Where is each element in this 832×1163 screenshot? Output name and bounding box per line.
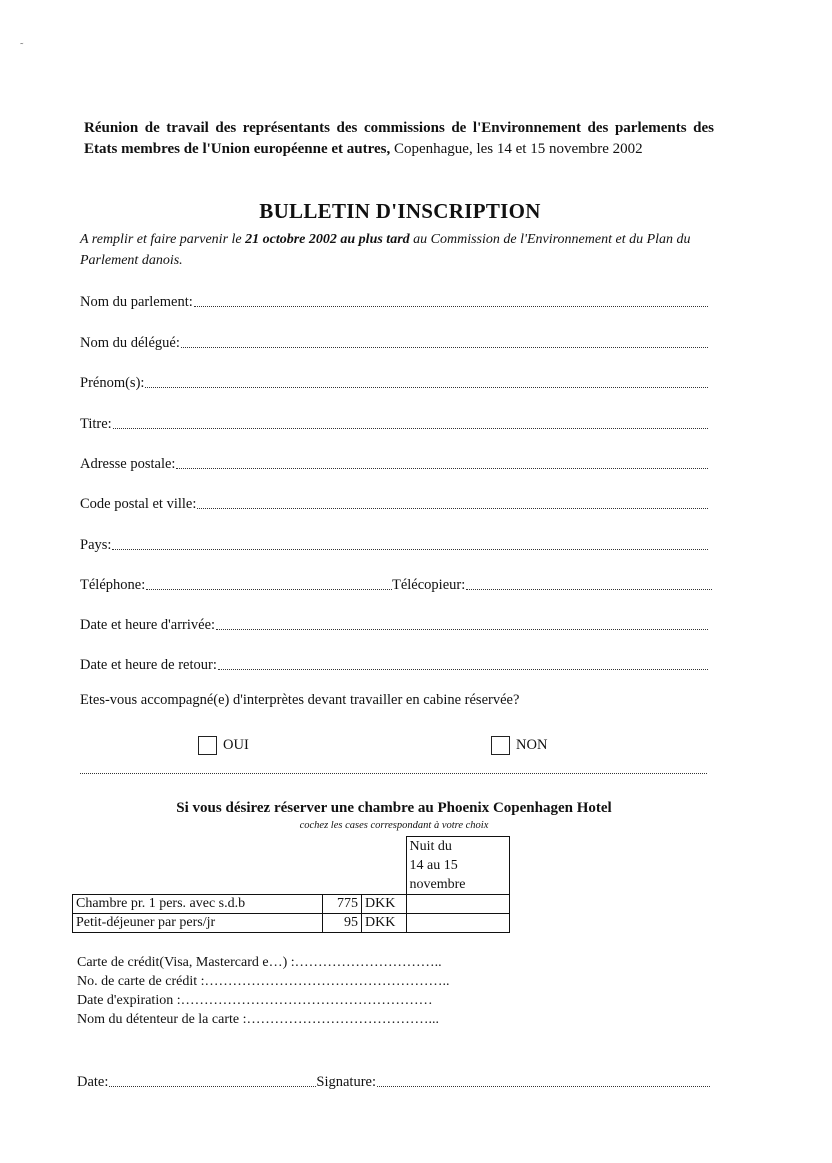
table-header-row	[73, 837, 510, 895]
row-currency: DKK	[362, 895, 407, 914]
night-header-line3: novembre	[409, 877, 466, 892]
oui-option[interactable]	[198, 736, 249, 755]
code-postal-input-line[interactable]	[197, 507, 708, 509]
table-row	[73, 914, 510, 933]
adresse-field[interactable]	[80, 451, 708, 473]
hotel-subheading: cochez les cases correspondant à votre choix	[299, 820, 489, 831]
titre-input-line[interactable]	[113, 427, 708, 429]
delegue-input-line[interactable]	[181, 346, 708, 348]
row-price: 95	[323, 914, 362, 933]
parlement-field[interactable]	[80, 289, 708, 311]
telephone-label: Téléphone:	[80, 577, 146, 593]
adresse-label: Adresse postale:	[80, 456, 176, 472]
code-postal-label: Code postal et ville:	[80, 496, 197, 512]
non-label: NON	[516, 737, 548, 753]
titre-label: Titre:	[80, 416, 112, 432]
non-checkbox[interactable]	[491, 736, 510, 755]
retour-label: Date et heure de retour:	[80, 657, 217, 673]
prenom-input-line[interactable]	[145, 386, 708, 388]
card-expiry-line[interactable]: Date d'expiration :………………………………………………	[77, 993, 433, 1008]
date-signature-line[interactable]	[77, 1071, 710, 1091]
retour-input-line[interactable]	[218, 668, 708, 670]
telephone-fax-field[interactable]	[80, 572, 712, 594]
non-option[interactable]	[491, 736, 547, 755]
card-number-line[interactable]: No. de carte de crédit :……………………………………………..	[77, 974, 450, 989]
row-price: 775	[323, 895, 362, 914]
delegue-field[interactable]	[80, 330, 708, 352]
pays-input-line[interactable]	[112, 548, 708, 550]
meeting-place-date: Copenhague, les 14 et 15 novembre 2002	[390, 141, 643, 157]
meeting-header	[84, 118, 714, 160]
card-holder-line[interactable]: Nom du détenteur de la carte :…………………………………...	[77, 1012, 439, 1027]
date-label: Date:	[77, 1074, 109, 1090]
prenom-label: Prénom(s):	[80, 375, 145, 391]
instructions-part1: A remplir et faire parvenir le	[80, 232, 246, 247]
form-instructions	[80, 229, 720, 271]
hotel-heading: Si vous désirez réserver une chambre au Phoenix Copenhagen Hotel	[176, 800, 612, 816]
row-label: Chambre pr. 1 pers. avec s.d.b	[73, 895, 323, 914]
retour-field[interactable]	[80, 652, 708, 674]
oui-checkbox[interactable]	[198, 736, 217, 755]
arrivee-label: Date et heure d'arrivée:	[80, 617, 216, 633]
row-label: Petit-déjeuner par pers/jr	[73, 914, 323, 933]
night-header-line1: Nuit du	[409, 839, 452, 854]
pays-field[interactable]	[80, 532, 708, 554]
dotted-separator	[80, 773, 707, 774]
telecopieur-label: Télécopieur:	[391, 577, 466, 593]
parlement-input-line[interactable]	[194, 305, 708, 307]
hotel-table	[72, 836, 510, 933]
interpreter-question: Etes-vous accompagné(e) d'interprètes devant travailler en cabine réservée?	[80, 692, 520, 708]
adresse-input-line[interactable]	[176, 467, 708, 469]
table-row	[73, 895, 510, 914]
room-choice-cell[interactable]	[406, 895, 509, 914]
telephone-input-line[interactable]	[146, 588, 392, 590]
card-type-line[interactable]: Carte de crédit(Visa, Mastercard e…) :…………………………..	[77, 955, 442, 970]
arrivee-input-line[interactable]	[216, 628, 708, 630]
oui-label: OUI	[223, 737, 249, 753]
delegue-label: Nom du délégué:	[80, 335, 180, 351]
telecopieur-input-line[interactable]	[466, 588, 712, 590]
signature-label: Signature:	[316, 1074, 377, 1090]
code-postal-field[interactable]	[80, 491, 708, 513]
deadline: 21 octobre 2002 au plus tard	[245, 232, 410, 247]
signature-input-line[interactable]	[377, 1085, 710, 1087]
instructions-part2: au Commission de l'Environnement et du Plan du Parlement danois.	[80, 232, 691, 268]
row-currency: DKK	[362, 914, 407, 933]
night-header-cell	[406, 837, 509, 895]
pays-label: Pays:	[80, 537, 112, 553]
parlement-label: Nom du parlement:	[80, 294, 193, 310]
scan-corner-mark: ˜	[20, 42, 24, 53]
breakfast-choice-cell[interactable]	[406, 914, 509, 933]
arrivee-field[interactable]	[80, 612, 708, 634]
prenom-field[interactable]	[80, 370, 708, 392]
meeting-title: Réunion de travail des représentants des commissions de l'Environnement des parlements des Etats membres de l'Union européenne et autres,	[84, 120, 714, 157]
date-input-line[interactable]	[109, 1085, 316, 1087]
night-header-line2: 14 au 15	[409, 858, 458, 873]
titre-field[interactable]	[80, 411, 708, 433]
form-title: BULLETIN D'INSCRIPTION	[259, 199, 541, 223]
